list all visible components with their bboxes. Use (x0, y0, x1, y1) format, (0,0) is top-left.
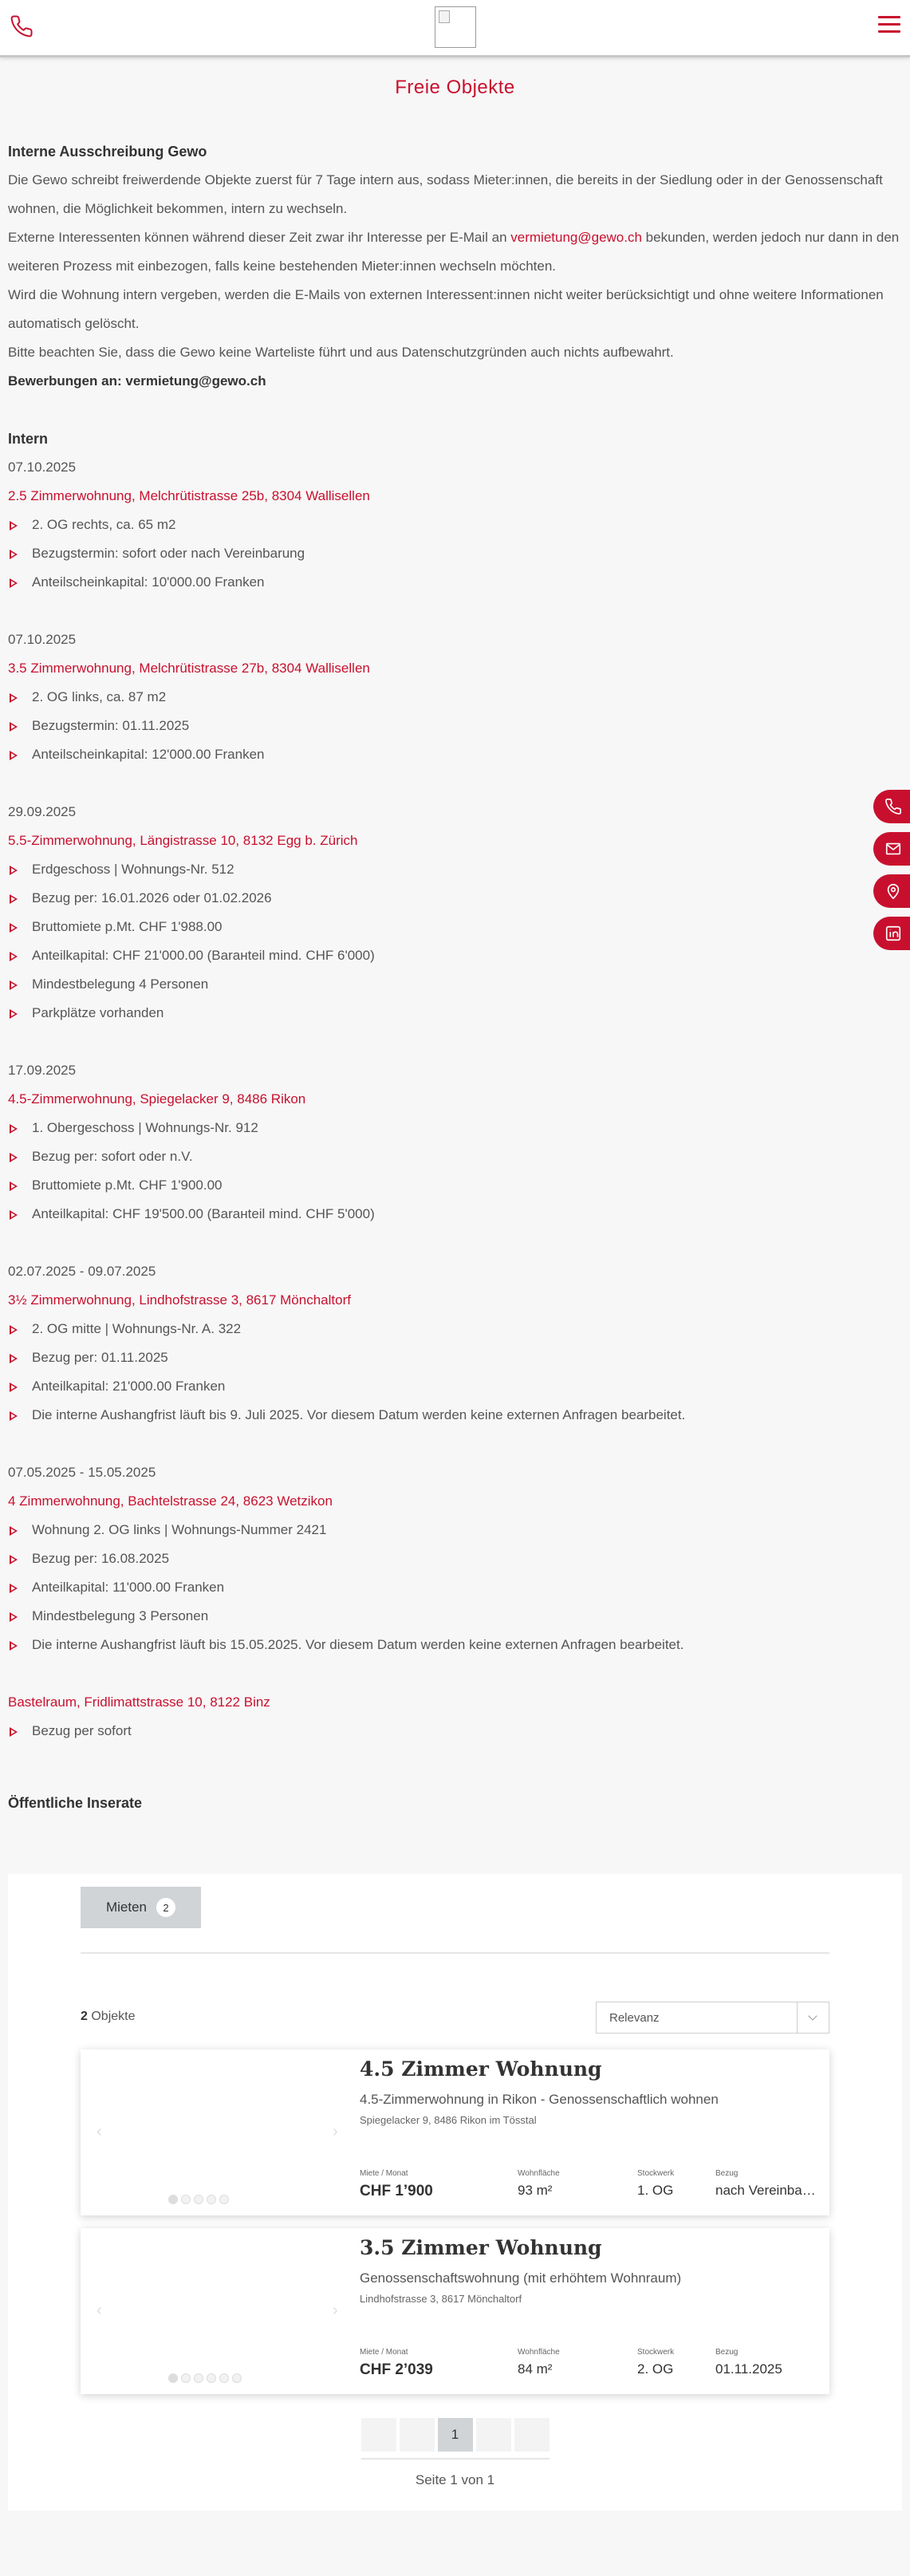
listing-details (8, 683, 902, 769)
listing-detail: 2. OG mitte | Wohnungs-Nr. A. 322 (8, 1315, 902, 1343)
applications-email-link[interactable]: vermietung@gewo.ch (125, 373, 266, 389)
chevron-right-icon[interactable]: › (333, 2302, 338, 2319)
gallery-dot[interactable] (194, 2195, 203, 2204)
fact-move-in (715, 2169, 816, 2199)
listing-detail: Anteilkapital: 11'000.00 Franken (8, 1573, 902, 1602)
fact-value: 84 m² (518, 2361, 553, 2377)
card-info (360, 2057, 813, 2126)
listing-date: 29.09.2025 (8, 804, 77, 819)
pager-prev[interactable] (400, 2418, 435, 2452)
listing (8, 1688, 902, 1746)
intro-section (8, 137, 902, 396)
card-title[interactable]: 3.5 Zimmer Wohnung (360, 2236, 602, 2259)
listing-detail: Bezug per: 16.01.2026 oder 01.02.2026 (8, 884, 902, 913)
tab-bar (81, 1887, 829, 1954)
listing-details (8, 1717, 902, 1746)
phone-icon[interactable] (10, 14, 33, 38)
gallery-dot[interactable] (181, 2195, 191, 2204)
fact-label: Stockwerk (637, 2169, 675, 2178)
listing-detail: Bruttomiete p.Mt. CHF 1'988.00 (8, 913, 902, 941)
object-count (81, 2010, 136, 2024)
listing-date: 07.05.2025 - 15.05.2025 (8, 1465, 156, 1480)
object-count-number: 2 (81, 2010, 88, 2023)
listing-title-link[interactable]: 3.5 Zimmerwohnung, Melchrütistrasse 27b, 8304 Wallisellen (8, 661, 370, 676)
listing-detail: Mindestbelegung 4 Personen (8, 970, 902, 999)
page-title: Freie Objekte (395, 77, 515, 98)
fact-value: 01.11.2025 (715, 2361, 782, 2377)
fact-value: 2. OG (637, 2361, 674, 2377)
gallery-dot[interactable] (168, 2373, 178, 2383)
sort-select[interactable] (596, 2002, 829, 2034)
gallery-dots (168, 2373, 242, 2383)
top-bar (0, 0, 910, 57)
fact-value: nach Vereinba… (715, 2183, 816, 2198)
card-address: Lindhofstrasse 3, 8617 Mönchaltorf (360, 2293, 522, 2305)
intro-heading: Interne Ausschreibung Gewo (8, 144, 207, 160)
gallery-dot[interactable] (232, 2373, 242, 2383)
gallery-dot[interactable] (219, 2373, 229, 2383)
listing (8, 625, 902, 769)
results-toolbar (81, 2002, 829, 2034)
listing-title-link[interactable]: 4 Zimmerwohnung, Bachtelstrasse 24, 8623 Wetzikon (8, 1493, 333, 1509)
fact-move-in (715, 2348, 782, 2377)
card-facts (360, 2348, 813, 2388)
fact-label: Stockwerk (637, 2348, 675, 2357)
logo[interactable] (435, 6, 476, 48)
listing-detail: Anteilscheinkapital: 12'000.00 Franken (8, 740, 902, 769)
listings-widget (8, 1874, 902, 2511)
listing-detail: Die interne Aushangfrist läuft bis 9. Juli 2025. Vor diesem Datum werden keine externen Anfragen bearbeitet. (8, 1401, 902, 1430)
fact-rent (360, 2348, 433, 2379)
phone-icon (884, 798, 902, 815)
listing (8, 453, 902, 597)
pager-first[interactable] (361, 2418, 396, 2452)
object-card[interactable] (81, 2228, 829, 2394)
card-title[interactable]: 4.5 Zimmer Wohnung (360, 2057, 602, 2081)
listing-title-link[interactable]: 3½ Zimmerwohnung, Lindhofstrasse 3, 8617 Mönchaltorf (8, 1292, 351, 1308)
public-heading: Öffentliche Inserate (8, 1795, 143, 1811)
pager-last[interactable] (514, 2418, 550, 2452)
fact-value: 93 m² (518, 2183, 553, 2198)
fact-area (518, 2169, 560, 2199)
email-link[interactable]: vermietung@gewo.ch (510, 230, 642, 245)
gallery-dot[interactable] (168, 2195, 178, 2204)
pager-current[interactable]: 1 (438, 2418, 473, 2452)
listing-details (8, 855, 902, 1028)
gallery-dot[interactable] (207, 2195, 216, 2204)
page-info: Seite 1 von 1 (415, 2472, 495, 2487)
fact-area (518, 2348, 560, 2377)
listing-details (8, 1315, 902, 1430)
listing-date: 07.10.2025 (8, 632, 77, 647)
listing-detail: Die interne Aushangfrist läuft bis 15.05.2025. Vor diesem Datum werden keine externen Anfragen bearbeitet. (8, 1631, 902, 1659)
intern-heading: Intern (8, 431, 49, 447)
listing-detail: 2. OG links, ca. 87 m2 (8, 683, 902, 712)
listing-date: 17.09.2025 (8, 1063, 77, 1078)
fact-value: CHF 1’900 (360, 2183, 433, 2199)
listing-detail: Anteilkapital: CHF 19'500.00 (Barанteil mind. CHF 5'000) (8, 1200, 902, 1229)
sort-value: Relevanz (609, 2011, 660, 2025)
gallery-dot[interactable] (219, 2195, 229, 2204)
main-content (0, 77, 910, 1812)
listing-date: 07.10.2025 (8, 460, 77, 475)
tab-count-badge: 2 (156, 1898, 175, 1917)
listing-detail: Bezug per: 16.08.2025 (8, 1544, 902, 1573)
tab-label: Mieten (105, 1899, 148, 1915)
image-gallery[interactable] (81, 2228, 352, 2394)
listing (8, 1056, 902, 1229)
listing-title-link[interactable]: 2.5 Zimmerwohnung, Melchrütistrasse 25b, 8304 Wallisellen (8, 488, 370, 503)
chevron-right-icon[interactable]: › (333, 2123, 338, 2140)
listings (8, 453, 902, 1746)
pagination (359, 2418, 551, 2452)
chevron-left-icon[interactable]: ‹ (97, 2302, 102, 2319)
fact-floor (637, 2348, 674, 2377)
intro-paragraph-4: Bitte beachten Sie, dass die Gewo keine Warteliste führt und aus Datenschutzgründen auch nichts aufbewahrt. (8, 345, 674, 360)
fact-rent (360, 2169, 433, 2200)
card-info (360, 2236, 813, 2305)
listing-detail: Anteilkapital: CHF 21'000.00 (Barанteil mind. CHF 6'000) (8, 941, 902, 970)
fact-floor (637, 2169, 674, 2199)
gallery-dots (168, 2195, 229, 2204)
object-card[interactable] (81, 2049, 829, 2215)
listing-title-link[interactable]: Bastelraum, Fridlimattstrasse 10, 8122 Binz (8, 1694, 270, 1710)
card-subtitle: 4.5-Zimmerwohnung in Rikon - Genossenschaftlich wohnen (360, 2092, 719, 2107)
fact-label: Bezug (715, 2348, 739, 2357)
listing (8, 798, 902, 1028)
applications-label: Bewerbungen an: (8, 373, 126, 389)
tab-mieten[interactable] (81, 1887, 201, 1928)
listing-date: 02.07.2025 - 09.07.2025 (8, 1264, 156, 1279)
intro-text: Externe Interessenten können während dieser Zeit zwar ihr Interesse per E-Mail an (8, 230, 511, 245)
menu-icon[interactable] (878, 16, 900, 35)
listing-title-link[interactable]: 4.5-Zimmerwohnung, Spiegelacker 9, 8486 Rikon (8, 1091, 306, 1107)
card-facts (360, 2169, 816, 2209)
listing-detail: 2. OG rechts, ca. 65 m2 (8, 511, 902, 539)
listing-detail: Bezug per: sofort oder n.V. (8, 1142, 902, 1171)
listing-details (8, 1114, 902, 1229)
listing (8, 1257, 902, 1430)
listing-details (8, 511, 902, 597)
listing-title-link[interactable]: 5.5-Zimmerwohnung, Längistrasse 10, 8132 Egg b. Zürich (8, 833, 358, 848)
listing-detail: Anteilkapital: 21'000.00 Franken (8, 1372, 902, 1401)
intro-text: bekunden, werden jedoch nur dann in den weiteren Prozess mit einbezogen, falls keine bestehenden Mieter:innen wechseln möchten. (8, 230, 900, 274)
intro-paragraph-2 (8, 223, 902, 281)
divider (361, 2458, 550, 2460)
listing-details (8, 1516, 902, 1659)
listing-detail: Erdgeschoss | Wohnungs-Nr. 512 (8, 855, 902, 884)
card-subtitle: Genossenschaftswohnung (mit erhöhtem Wohnraum) (360, 2270, 682, 2286)
intro-paragraph-3: Wird die Wohnung intern vergeben, werden die E-Mails von externen Interessent:innen nicht weiter berücksichtigt und ohne weitere Informationen automatisch gelöscht. (8, 287, 884, 331)
intro-paragraph-1: Die Gewo schreibt freiwerdende Objekte zuerst für 7 Tage intern aus, sodass Mieter:innen, die bereits in der Siedlung oder in der Genossenschaft wohnen, die Möglichkeit bekommen, intern zu wechseln. (8, 172, 883, 216)
fact-label: Wohnfläche (518, 2348, 560, 2357)
listing-detail: Bezug per: 01.11.2025 (8, 1343, 902, 1372)
chevron-left-icon[interactable]: ‹ (97, 2123, 102, 2140)
gallery-dot[interactable] (207, 2373, 216, 2383)
listing-detail: Anteilscheinkapital: 10'000.00 Franken (8, 568, 902, 597)
listing-detail: Bruttomiete p.Mt. CHF 1'900.00 (8, 1171, 902, 1200)
listing-detail: Wohnung 2. OG links | Wohnungs-Nummer 2421 (8, 1516, 902, 1544)
fact-label: Wohnfläche (518, 2169, 560, 2178)
listing-detail: Mindestbelegung 3 Personen (8, 1602, 902, 1631)
chevron-down-icon (797, 2002, 829, 2033)
fab-phone[interactable] (873, 790, 910, 823)
listing-detail: Parkplätze vorhanden (8, 999, 902, 1028)
listing-detail: Bezugstermin: sofort oder nach Vereinbarung (8, 539, 902, 568)
gallery-dot[interactable] (194, 2373, 203, 2383)
pager-next[interactable] (476, 2418, 511, 2452)
listing (8, 1458, 902, 1659)
listing-detail: Bezugstermin: 01.11.2025 (8, 712, 902, 740)
fact-value: CHF 2’039 (360, 2361, 433, 2378)
object-cards (8, 2049, 902, 2394)
fact-value: 1. OG (637, 2183, 674, 2198)
gallery-dot[interactable] (181, 2373, 191, 2383)
fact-label: Bezug (715, 2169, 739, 2178)
listing-detail: Bezug per sofort (8, 1717, 902, 1746)
fact-label: Miete / Monat (360, 2348, 408, 2357)
image-gallery[interactable] (81, 2049, 352, 2215)
applications-line (8, 367, 902, 396)
object-count-label: Objekte (87, 2010, 136, 2023)
listing-detail: 1. Obergeschoss | Wohnungs-Nr. 912 (8, 1114, 902, 1142)
fact-label: Miete / Monat (360, 2169, 408, 2178)
card-address: Spiegelacker 9, 8486 Rikon im Tösstal (360, 2114, 537, 2126)
